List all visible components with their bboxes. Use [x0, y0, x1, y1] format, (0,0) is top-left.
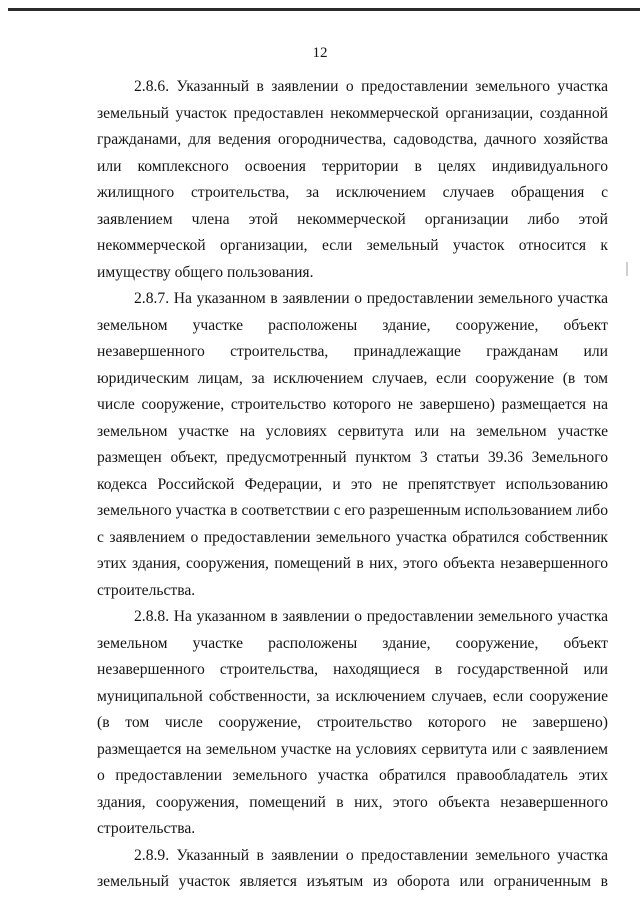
top-border-rule: [8, 8, 640, 11]
paragraph-2-8-6: 2.8.6. Указанный в заявлении о предоставлении земельного участка земельный участок предоставлен некоммерческой организации, созданной гражданами, для ведения огородничества, садоводства, дачного хозяйства или комплексного освоения территории в целях индивидуального жилищного строительства, за исключением случаев обращения с заявлением члена этой некоммерческой организации либо этой некоммерческой организации, если земельный участок относится к имуществу общего пользования.: [97, 78, 608, 281]
scan-edge-mark: [626, 262, 628, 276]
paragraph-2-8-9: 2.8.9. Указанный в заявлении о предоставлении земельного участка земельный участок является изъятым из оборота или ограниченным в: [97, 846, 608, 890]
paragraph-2-8-8: 2.8.8. На указанном в заявлении о предоставлении земельного участка земельном участке расположены здание, сооружение, объект незавершенного строительства, находящиеся в государственной или муниципальной собственности, за исключением случаев, если сооружение (в том числе сооружение, строительство которого не завершено) размещается на земельном участке на условиях сервитута или с заявлением о предоставлении земельного участка обратился правообладатель этих здания, сооружения, помещений в них, этого объекта незавершенного строительства.: [97, 608, 608, 837]
page-number: 12: [312, 45, 328, 61]
paragraph-2-8-7: 2.8.7. На указанном в заявлении о предоставлении земельного участка земельном участке расположены здание, сооружение, объект незавершенного строительства, принадлежащие гражданам или юридическим лицам, за исключением случаев, если сооружение (в том числе сооружение, строительство которого не завершено) размещается на земельном участке на условиях сервитута или на земельном участке размещен объект, предусмотренный пунктом 3 статьи 39.36 Земельного кодекса Российской Федерации, и это не препятствует использованию земельного участка в соответствии с его разрешенным использованием либо с заявлением о предоставлении земельного участка обратился собственник этих здания, сооружения, помещений в них, этого объекта незавершенного строительства.: [97, 290, 608, 599]
document-body: [97, 74, 608, 896]
